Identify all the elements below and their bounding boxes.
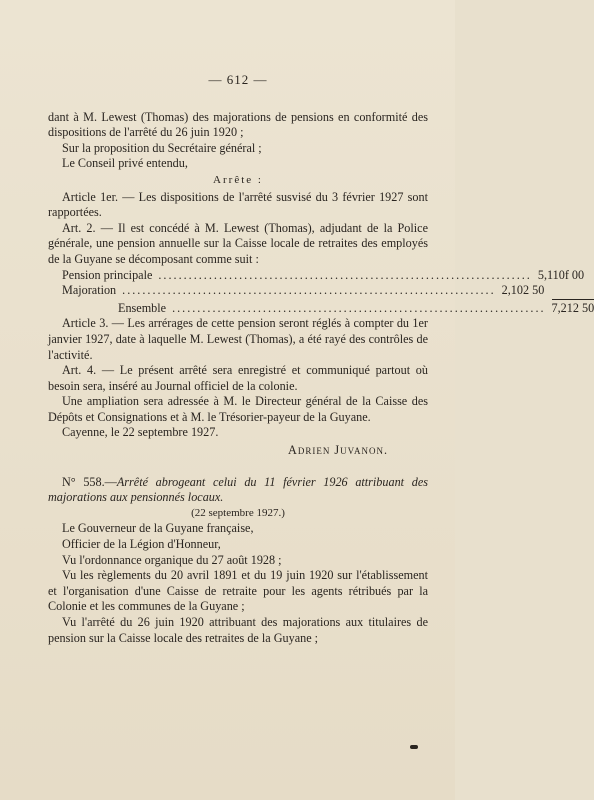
gouverneur-line: Le Gouverneur de la Guyane française, (62, 521, 254, 536)
leader-dots: .......................................................................... (172, 300, 546, 315)
separator (48, 459, 428, 475)
majoration-value: 2,102 50 (501, 283, 545, 298)
arrete-558-heading (48, 475, 428, 506)
arrete-number: N° 558.— (62, 474, 117, 489)
majoration-label: Majoration (62, 283, 117, 298)
article-3: Article 3. — Les arrérages de cette pension seront réglés à compter du 1er janvier 1927, date à laquelle M. Lewest (Thomas), a été rayé des contrôles de l'activité. (48, 316, 428, 362)
article-2: Art. 2. — Il est concédé à M. Lewest (Thomas), adjudant de la Police générale, une pension annuelle sur la Caisse locale de retraites des employés de la Guyane se décomposant comme suit : (48, 220, 428, 266)
article-4: Art. 4. — Le présent arrêté sera enregistré et communiqué partout où besoin sera, inséré au Journal officiel de la colonie. (48, 363, 428, 393)
pension-label: Pension principale (62, 267, 153, 282)
total-value: 7,212 50 (551, 300, 594, 315)
article-1: Article 1er. — Les dispositions de l'arrêté susvisé du 3 février 1927 sont rapportées. (48, 189, 428, 220)
vu-arrete: Vu l'arrêté du 26 juin 1920 attribuant des majorations aux titulaires de pension sur la Caisse locale des retraites de la Guyane ; (48, 615, 428, 645)
page-content (48, 72, 594, 646)
place-date: Cayenne, le 22 septembre 1927. (62, 425, 219, 440)
paragraph-ampliation: Une ampliation sera adressée à M. le Directeur général de la Caisse des Dépôts et Consignations et à M. le Trésorier-payeur de la Guyane. (48, 394, 428, 424)
leader-dots: .......................................................................... (158, 267, 532, 282)
ink-spot (410, 745, 418, 749)
majoration-row (48, 283, 545, 299)
vu-ordonnance: Vu l'ordonnance organique du 27 août 1928 ; (62, 552, 282, 567)
paragraph-proposition: Sur la proposition du Secrétaire général ; (62, 140, 262, 155)
page-number: — 612 — (208, 72, 268, 87)
total-row (48, 299, 594, 317)
leader-dots: .......................................................................... (122, 283, 496, 298)
arrete-title: Arrêté abrogeant celui du 11 février 1926 attribuant des majorations aux pensionnés locaux. (48, 474, 428, 505)
officier-line: Officier de la Légion d'Honneur, (62, 537, 221, 552)
signature: Adrien Juvanon. (288, 443, 388, 458)
vu-reglements: Vu les règlements du 20 avril 1891 et du 19 juin 1920 sur l'établissement et l'organisation d'une Caisse de retraite pour les agents rétribués par la Colonie et les communes de la Guyane ; (48, 568, 428, 614)
pension-value: 5,110f 00 (537, 267, 585, 282)
total-label: Ensemble (118, 300, 167, 315)
paragraph-continuation: dant à M. Lewest (Thomas) des majorations de pensions en conformité des dispositions de l'arrêté du 26 juin 1920 ; (48, 109, 428, 140)
arrete-date: (22 septembre 1927.) (191, 506, 285, 519)
paragraph-conseil: Le Conseil privé entendu, (62, 156, 188, 171)
arrete-heading: Arrête : (213, 173, 263, 186)
pension-row (48, 267, 585, 284)
